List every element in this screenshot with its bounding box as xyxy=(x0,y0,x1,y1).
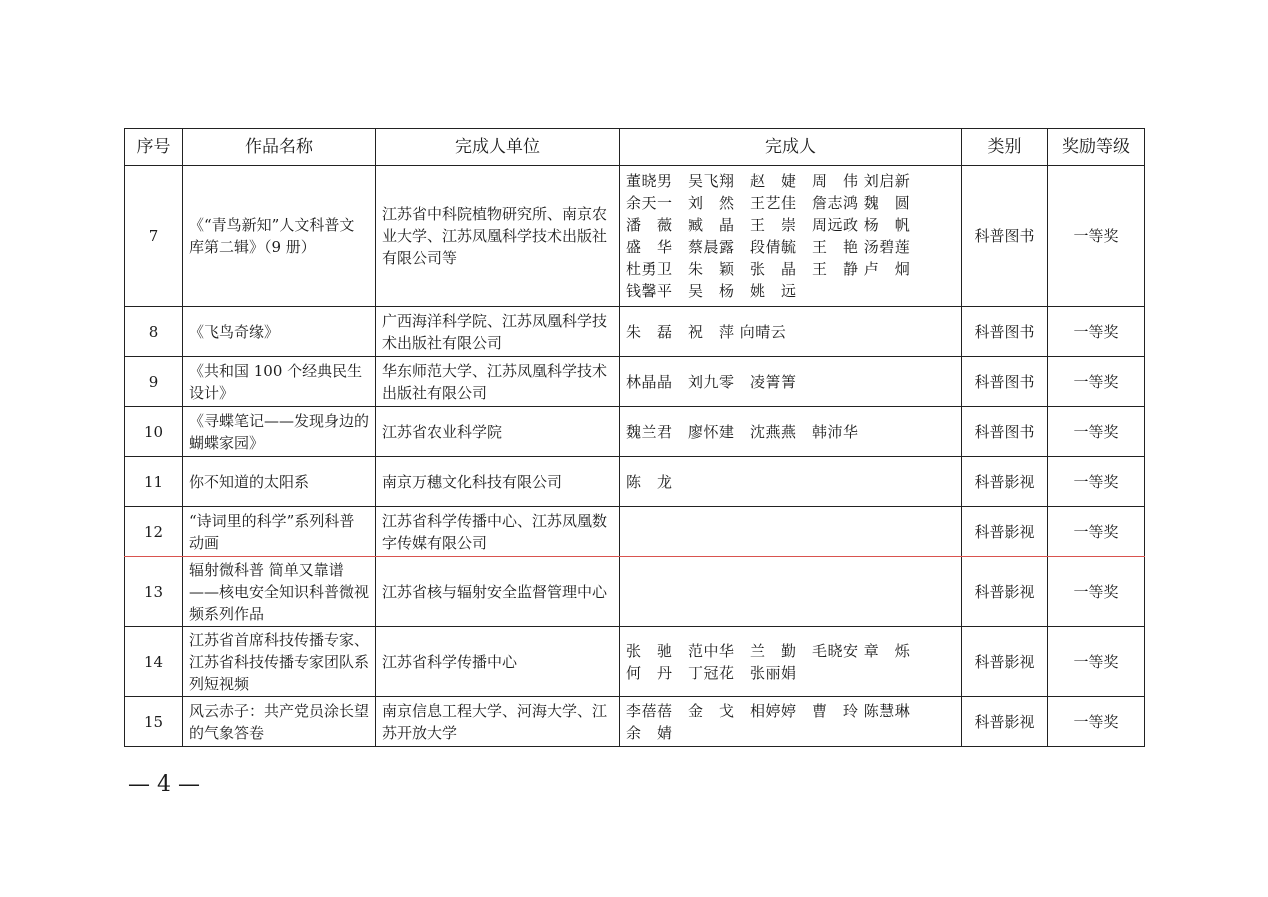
table-row xyxy=(125,697,1145,747)
cell-level: 一等奖 xyxy=(1048,307,1145,357)
table-row xyxy=(125,627,1145,697)
cell-no: 10 xyxy=(125,407,183,457)
table-row xyxy=(125,407,1145,457)
cell-unit: 广西海洋科学院、江苏凤凰科学技术出版社有限公司 xyxy=(376,307,620,357)
cell-no: 14 xyxy=(125,627,183,697)
table-row xyxy=(125,357,1145,407)
cell-unit: 江苏省科学传播中心、江苏凤凰数字传媒有限公司 xyxy=(376,507,620,557)
cell-people: 朱 磊 祝 萍 向晴云 xyxy=(620,307,962,357)
table-row xyxy=(125,507,1145,557)
cell-category: 科普影视 xyxy=(962,507,1048,557)
cell-people xyxy=(620,557,962,627)
table-row xyxy=(125,457,1145,507)
cell-category: 科普图书 xyxy=(962,166,1048,307)
cell-unit: 江苏省科学传播中心 xyxy=(376,627,620,697)
cell-people: 陈 龙 xyxy=(620,457,962,507)
cell-category: 科普影视 xyxy=(962,697,1048,747)
table-row xyxy=(125,307,1145,357)
cell-people: 董晓男 吴飞翔 赵 婕 周 伟 刘启新 余天一 刘 然 王艺佳 詹志鸿 魏 圆 潘 薇 臧 晶 王 崇 周远政 杨 帆 盛 华 蔡晨露 段倩毓 王 艳 汤碧莲 杜勇卫 朱 颖 张 晶 王 静 卢 炯 钱馨平 吴 杨 姚 远 xyxy=(620,166,962,307)
cell-level: 一等奖 xyxy=(1048,407,1145,457)
cell-level: 一等奖 xyxy=(1048,507,1145,557)
cell-people: 魏兰君 廖怀建 沈燕燕 韩沛华 xyxy=(620,407,962,457)
cell-title: 《“青鸟新知”人文科普文库第二辑》（9 册） xyxy=(183,166,376,307)
header-level: 奖励等级 xyxy=(1048,129,1145,166)
cell-people: 李蓓蓓 金 戈 相婷婷 曹 玲 陈慧琳 余 婧 xyxy=(620,697,962,747)
cell-people: 林晶晶 刘九零 凌箐箐 xyxy=(620,357,962,407)
table-row xyxy=(125,557,1145,627)
cell-no: 15 xyxy=(125,697,183,747)
cell-level: 一等奖 xyxy=(1048,457,1145,507)
cell-level: 一等奖 xyxy=(1048,697,1145,747)
table-header-row xyxy=(125,129,1145,166)
cell-category: 科普图书 xyxy=(962,357,1048,407)
cell-title: 《寻蝶笔记——发现身边的蝴蝶家园》 xyxy=(183,407,376,457)
cell-no: 9 xyxy=(125,357,183,407)
page-number: — 4 — xyxy=(128,772,200,797)
cell-no: 11 xyxy=(125,457,183,507)
cell-unit: 南京万穗文化科技有限公司 xyxy=(376,457,620,507)
table-row xyxy=(125,166,1145,307)
cell-level: 一等奖 xyxy=(1048,166,1145,307)
cell-title: 《共和国 100 个经典民生设计》 xyxy=(183,357,376,407)
cell-unit: 华东师范大学、江苏凤凰科学技术出版社有限公司 xyxy=(376,357,620,407)
awards-table xyxy=(124,128,1145,747)
cell-people: 张 驰 范中华 兰 勤 毛晓安 章 烁 何 丹 丁冠花 张丽娟 xyxy=(620,627,962,697)
header-unit: 完成人单位 xyxy=(376,129,620,166)
cell-category: 科普图书 xyxy=(962,307,1048,357)
header-no: 序号 xyxy=(125,129,183,166)
header-title: 作品名称 xyxy=(183,129,376,166)
cell-title: 江苏省首席科技传播专家、江苏省科技传播专家团队系列短视频 xyxy=(183,627,376,697)
cell-title: 风云赤子：共产党员涂长望的气象答卷 xyxy=(183,697,376,747)
cell-level: 一等奖 xyxy=(1048,357,1145,407)
cell-title: 你不知道的太阳系 xyxy=(183,457,376,507)
header-people: 完成人 xyxy=(620,129,962,166)
cell-category: 科普影视 xyxy=(962,457,1048,507)
cell-category: 科普图书 xyxy=(962,407,1048,457)
cell-level: 一等奖 xyxy=(1048,627,1145,697)
cell-unit: 南京信息工程大学、河海大学、江苏开放大学 xyxy=(376,697,620,747)
cell-no: 8 xyxy=(125,307,183,357)
cell-unit: 江苏省核与辐射安全监督管理中心 xyxy=(376,557,620,627)
cell-no: 7 xyxy=(125,166,183,307)
cell-people xyxy=(620,507,962,557)
cell-title: 《飞鸟奇缘》 xyxy=(183,307,376,357)
cell-unit: 江苏省农业科学院 xyxy=(376,407,620,457)
cell-title: 辐射微科普 简单又靠谱——核电安全知识科普微视频系列作品 xyxy=(183,557,376,627)
cell-no: 13 xyxy=(125,557,183,627)
cell-category: 科普影视 xyxy=(962,557,1048,627)
cell-unit: 江苏省中科院植物研究所、南京农业大学、江苏凤凰科学技术出版社有限公司等 xyxy=(376,166,620,307)
cell-no: 12 xyxy=(125,507,183,557)
header-category: 类别 xyxy=(962,129,1048,166)
cell-category: 科普影视 xyxy=(962,627,1048,697)
cell-level: 一等奖 xyxy=(1048,557,1145,627)
cell-title: “诗词里的科学”系列科普动画 xyxy=(183,507,376,557)
